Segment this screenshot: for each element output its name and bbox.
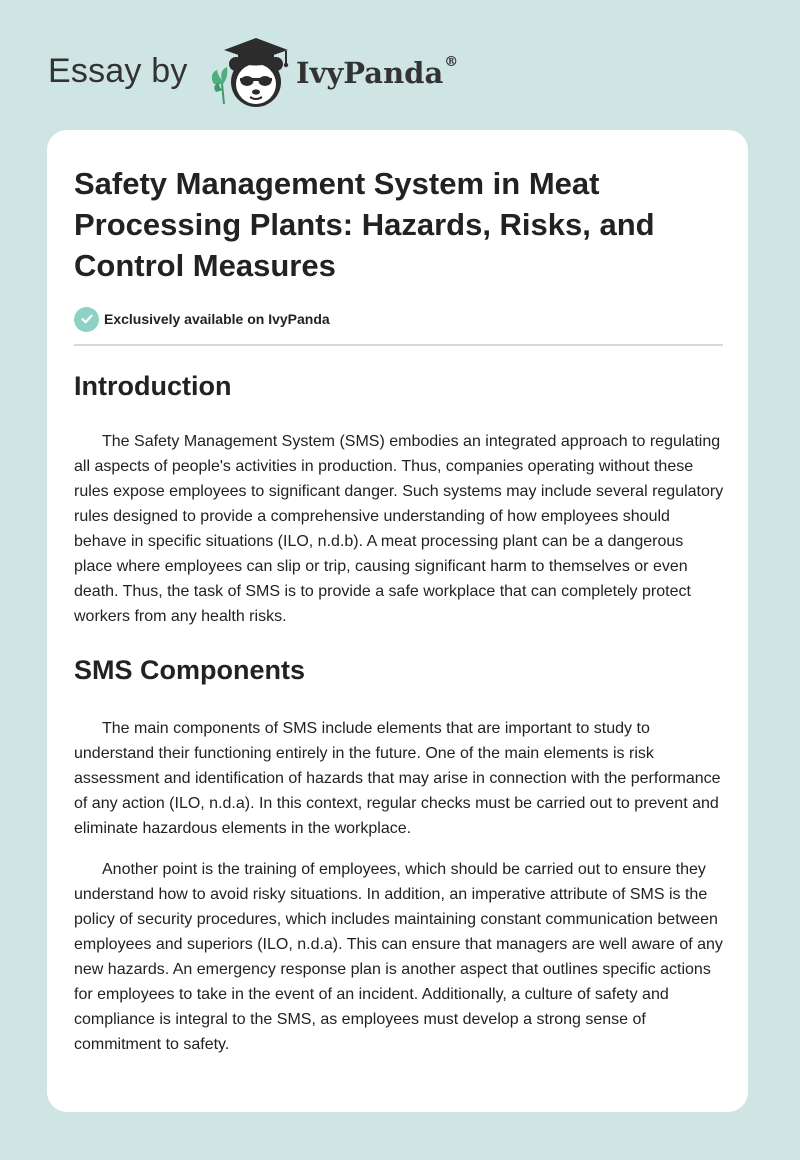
section-heading-sms-components: SMS Components (74, 655, 306, 685)
check-circle-icon (74, 307, 99, 332)
section-heading-introduction: Introduction (74, 371, 232, 401)
exclusive-badge (74, 306, 330, 332)
essay-by-label: Essay by (48, 52, 188, 90)
essay-card (47, 130, 748, 1112)
introduction-paragraph: The Safety Management System (SMS) embodies an integrated approach to regulating all aspects of people's activities in production. Thus, companies operating without these rules expose employees to significant danger. Such systems may include several regulatory rules designed to provide a comprehensive understanding of how employees should behave in specific situations (ILO, n.d.b). A meat processing plant can be a dangerous place where employees can slip or trip, causing significant harm to themselves or even death. Thus, the task of SMS is to provide a safe workplace that can completely protect workers from any health risks. (74, 433, 724, 625)
brand-name[interactable] (296, 56, 458, 90)
brand-name-text: IvyPanda (296, 56, 444, 90)
ivy-leaf-icon (212, 67, 227, 104)
ivypanda-logo-icon[interactable] (204, 34, 294, 110)
sms-components-paragraph-1: The main components of SMS include elements that are important to study to understand their functioning entirely in the future. One of the main elements is risk assessment and identification of hazards that may arise in connection with the performance of any action (ILO, n.d.a). In this context, regular checks must be carried out to prevent and eliminate hazardous elements in the workplace. (74, 720, 721, 837)
site-header (48, 34, 508, 110)
essay-body (74, 366, 724, 1057)
essay-title: Safety Management System in Meat Processing Plants: Hazards, Risks, and Control Measures (74, 166, 655, 283)
exclusive-badge-label: Exclusively available on IvyPanda (104, 311, 330, 327)
sms-components-paragraph-2: Another point is the training of employees, which should be carried out to ensure they understand how to avoid risky situations. In addition, an imperative attribute of SMS is the policy of security procedures, which includes maintaining constant communication between employees and superiors (ILO, n.d.a). This can ensure that managers are well aware of any new hazards. An emergency response plan is another aspect that outlines specific actions for employees to take in the event of an incident. Additionally, a culture of safety and compliance is integral to the SMS, as employees must develop a strong sense of commitment to safety. (74, 861, 723, 1053)
registered-mark: ® (444, 54, 459, 71)
title-divider (74, 344, 723, 346)
